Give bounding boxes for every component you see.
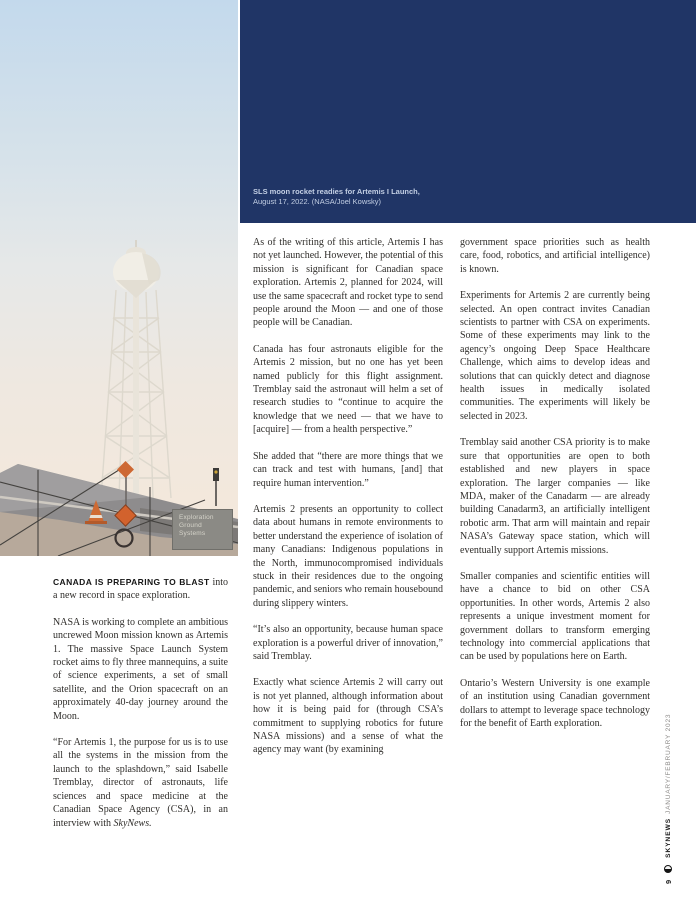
column-right: [460, 236, 650, 743]
lead-rest: into a new record in space exploration.: [53, 577, 229, 602]
body-paragraph: Smaller companies and scientific entities will have a chance to bid on other CSA opportunities. In other words, Artemis 2 also represents a unique investment moment for government dollars to transform emerging technology into commercial applications that can be used by populations here on Earth.: [460, 570, 650, 663]
traffic-light: [213, 468, 219, 481]
body-paragraph: Canada has four astronauts eligible for the Artemis 2 mission, but no one has yet been named publicly for this flight assignment. Tremblay said the astronaut will helm a set of research studies to “continue to acquire the knowledge that we need — that we have to [acquire] — from a health perspective.”: [253, 343, 443, 436]
page-number: 9: [663, 879, 673, 884]
sign-line: Exploration: [179, 514, 214, 521]
body-paragraph: Experiments for Artemis 2 are currently being selected. An open contract invites Canadian scientists to partner with CSA on experiments. Some of these experiments may link to the agency’s ongoing Deep Space Healthcare Challenge, which aims to develop ideas and solutions that can quickly detect and diagnose health issues in medically isolated communities. The experiments will likely be selected in 2023.: [460, 290, 650, 422]
skynews-title: SkyNews.: [113, 817, 152, 829]
folio: [660, 674, 676, 884]
body-paragraph: [53, 736, 228, 830]
body-paragraph: She added that “there are more things that we can track and test with humans, [and] that require human intervention.”: [253, 450, 443, 489]
photo-caption: [253, 187, 420, 206]
hero-image-block: [240, 0, 696, 223]
water-tower-photo: [0, 0, 238, 556]
lead-kicker: CANADA IS PREPARING TO BLAST: [53, 577, 210, 587]
lead-paragraph: [53, 576, 228, 603]
quote-text: “For Artemis 1, the purpose for us is to use all the systems in the mission from the launch to the splashdown,” said Isabelle Tremblay, director of astronauts, life sciences and space medicine at the Canadian Space Agency (CSA), in an interview with: [53, 737, 228, 829]
body-paragraph: Ontario’s Western University is one example of an institution using Canadian government dollars to attempt to leverage space technology for the benefit of Earth exploration.: [460, 677, 650, 729]
caption-line-1: SLS moon rocket readies for Artemis I Launch,: [253, 187, 420, 196]
cone-band: [90, 515, 103, 518]
column-middle: [253, 236, 443, 770]
body-paragraph: Artemis 2 presents an opportunity to collect data about humans in remote environments to better understand the experience of isolation of many Canadians: Indigenous populations in the North, immunocompromised individuals stuck in their residences due to the ongoing pandemic, and seniors who remain housebound during slippery winters.: [253, 503, 443, 609]
moon-icon: [664, 865, 672, 873]
column-left: [53, 576, 228, 843]
issue-date: JANUARY/FEBRUARY 2023: [664, 713, 672, 814]
tower-column: [133, 290, 139, 498]
sign-line: Ground: [179, 522, 202, 529]
sign-line: Systems: [179, 530, 206, 537]
body-paragraph: “It’s also an opportunity, because human space exploration is a powerful driver of innovation,” said Tremblay.: [253, 624, 443, 662]
body-paragraph: As of the writing of this article, Artemis I has not yet launched. However, the potential of this mission is significant for Canadian space exploration. Artemis 2, planned for 2024, will use the same spacecraft and rocket type to send people around the Moon — and one of those people will be Canadian.: [253, 237, 443, 329]
body-paragraph: Exactly what science Artemis 2 will carry out is not yet planned, although information about how it is being paid for (through CSA’s commitment to supplying robotics for future NASA missions) and a sense of what the agency may want (by examining: [253, 677, 443, 756]
body-paragraph: government space priorities such as health care, food, robotics, and artificial intelligence) is known.: [460, 237, 650, 275]
traffic-light-lamp: [214, 470, 217, 473]
exploration-ground-systems-sign: [172, 509, 233, 550]
caption-line-2: August 17, 2022. (NASA/Joel Kowsky): [253, 196, 381, 206]
water-tower-illustration: [0, 0, 238, 556]
body-paragraph: Tremblay said another CSA priority is to make sure that opportunities are open to both established and new players in space exploration. The larger companies — like MDA, maker of the Canadarm — are already building Canadarm3, an artificially intelligent robotic arm. That arm will maintain and repair NASA’s Gateway space station, which will eventually support Artemis missions.: [460, 437, 650, 556]
cone-base: [85, 521, 107, 524]
body-paragraph: NASA is working to complete an ambitious uncrewed Moon mission known as Artemis 1. The massive Space Launch System rocket aims to fly three mannequins, a suite of science experiments, a set of small satellite, and the Orion spacecraft on an approximately 40-day journey around the Moon.: [53, 616, 228, 722]
magazine-name: SKYNEWS: [664, 817, 672, 858]
